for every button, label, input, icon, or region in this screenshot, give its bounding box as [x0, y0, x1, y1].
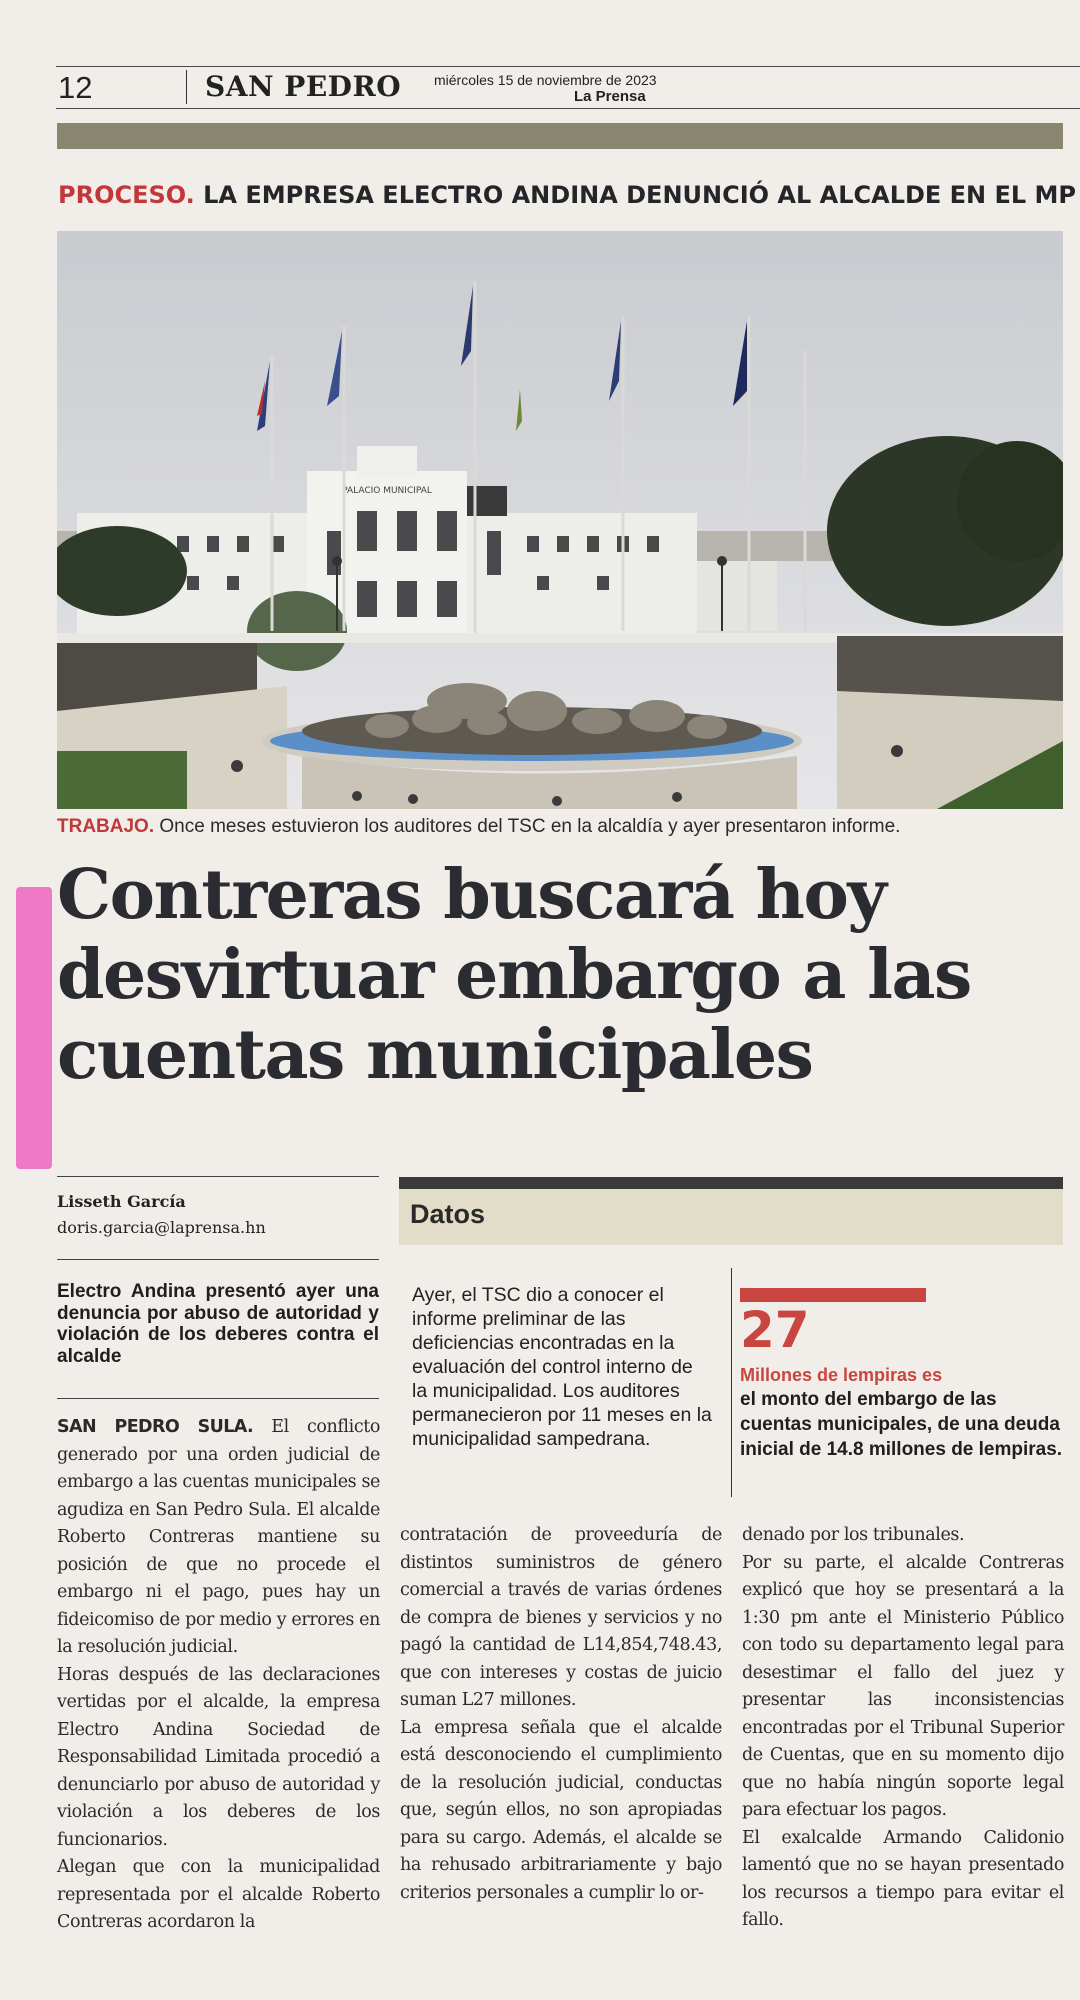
article-paragraph: Horas después de las declaraciones vertidas por el alcalde, la empresa Electro Andina Sociedad de Responsabilidad Limitada procedió a denunciarlo por abuso de autoridad y violación a los deberes de los funcionarios.: [57, 1664, 380, 1850]
datos-text: Ayer, el TSC dio a conocer el informe preliminar de las deficiencias encontradas en la evaluación del control interno de la municipalidad. Los auditores permanecieron por 11 meses en la municipalidad sampedrana.: [412, 1284, 712, 1450]
datos-header-band: [399, 1189, 1063, 1245]
headline-line-1: Contreras buscará hoy: [57, 855, 886, 935]
kicker-label: PROCESO.: [58, 181, 195, 209]
photo-caption: [57, 816, 900, 838]
article-paragraph: El exalcalde Armando Calidonio lamentó que no se hayan presentado los recursos a tiempo para evitar el fallo.: [742, 1827, 1064, 1930]
byline-top-rule: [57, 1176, 379, 1177]
summary-bottom-rule: [57, 1398, 379, 1399]
article-paragraph: La empresa señala que el alcalde está desconociendo el cumplimiento de la resolución judicial, conductas que, según ellos, no son apropiadas para su cargo. Además, el alcalde se ha rehusado arbitrariamente y bajo criterios personales a cumplir lo or-: [400, 1717, 722, 1903]
highlighter-mark: [16, 887, 52, 1169]
byline-bottom-rule: [57, 1259, 379, 1260]
kicker: [58, 181, 1076, 209]
building-sign: PALACIO MUNICIPAL: [342, 486, 432, 496]
page-number: 12: [58, 70, 93, 105]
paragraph-text: El conflicto generado por una orden judicial de embargo a las cuentas municipales se agudiza en San Pedro Sula. El alcalde Roberto Contreras mantiene su posición de que no procede el embargo ni el pago, pues hay un fideicomiso de por medio y errores en la resolución judicial.: [57, 1417, 380, 1657]
article-paragraph: Por su parte, el alcalde Contreras explicó que hoy se presentará a la 1:30 pm ante el Ministerio Público con todo su departamento legal para desestimar el fallo del juez y presentar las inconsistencias encontradas por el Tribunal Superior de Cuentas, que en su momento dijo que no había ningún soporte legal para efectuar los pagos.: [742, 1552, 1064, 1820]
municipal-palace-photo: [57, 231, 1063, 809]
headline-line-2: desvirtuar embargo a las: [57, 935, 971, 1015]
stat-text: el monto del embargo de las cuentas municipales, de una deuda inicial de 14.8 millones de lempiras.: [740, 1389, 1063, 1460]
folio-top-rule: [56, 66, 1080, 67]
datos-vertical-rule: [731, 1268, 732, 1497]
stat-number: 27: [740, 1301, 810, 1359]
dateline: SAN PEDRO SULA.: [57, 1417, 254, 1437]
article-paragraph: Alegan que con la municipalidad representada por el alcalde Roberto Contreras acordaron la: [57, 1857, 380, 1932]
datos-header-bar: [399, 1177, 1063, 1189]
top-color-bar: [57, 123, 1063, 149]
byline-email: doris.garcia@laprensa.hn: [57, 1218, 266, 1237]
headline: [57, 855, 1067, 1095]
article-summary: Electro Andina presentó ayer una denuncia por abuso de autoridad y violación de los deberes contra el alcalde: [57, 1281, 379, 1367]
article-paragraph: [57, 1414, 380, 1662]
article-paragraph: contratación de proveeduría de distintos suministros de género comercial a través de varias órdenes de compra de bienes y servicios y no pagó la cantidad de L14,854,748.43, que con intereses y costas de juicio suman L27 millones.: [400, 1525, 722, 1710]
publication-date: miércoles 15 de noviembre de 2023: [434, 72, 657, 88]
stat-accent-bar: [740, 1288, 926, 1302]
article-column-1: [57, 1414, 380, 1937]
datos-title: Datos: [410, 1199, 486, 1229]
photo-illustration: [57, 231, 1063, 809]
headline-line-3: cuentas municipales: [57, 1015, 813, 1095]
folio-bottom-rule: [56, 108, 1080, 109]
article-column-3: [742, 1522, 1064, 1935]
caption-label: TRABAJO.: [57, 816, 155, 837]
stat-unit: Millones de lempiras es: [740, 1365, 943, 1385]
byline-author: Lisseth García: [57, 1192, 186, 1211]
article-column-2: [400, 1522, 722, 1907]
article-paragraph: denado por los tribunales.: [742, 1525, 965, 1545]
section-name: SAN PEDRO: [205, 70, 402, 103]
newspaper-name: La Prensa: [574, 88, 646, 105]
folio-separator: [186, 70, 187, 104]
kicker-text: LA EMPRESA ELECTRO ANDINA DENUNCIÓ AL ALCALDE EN EL MP: [194, 181, 1077, 209]
caption-text: Once meses estuvieron los auditores del TSC en la alcaldía y ayer presentaron informe.: [154, 816, 901, 837]
